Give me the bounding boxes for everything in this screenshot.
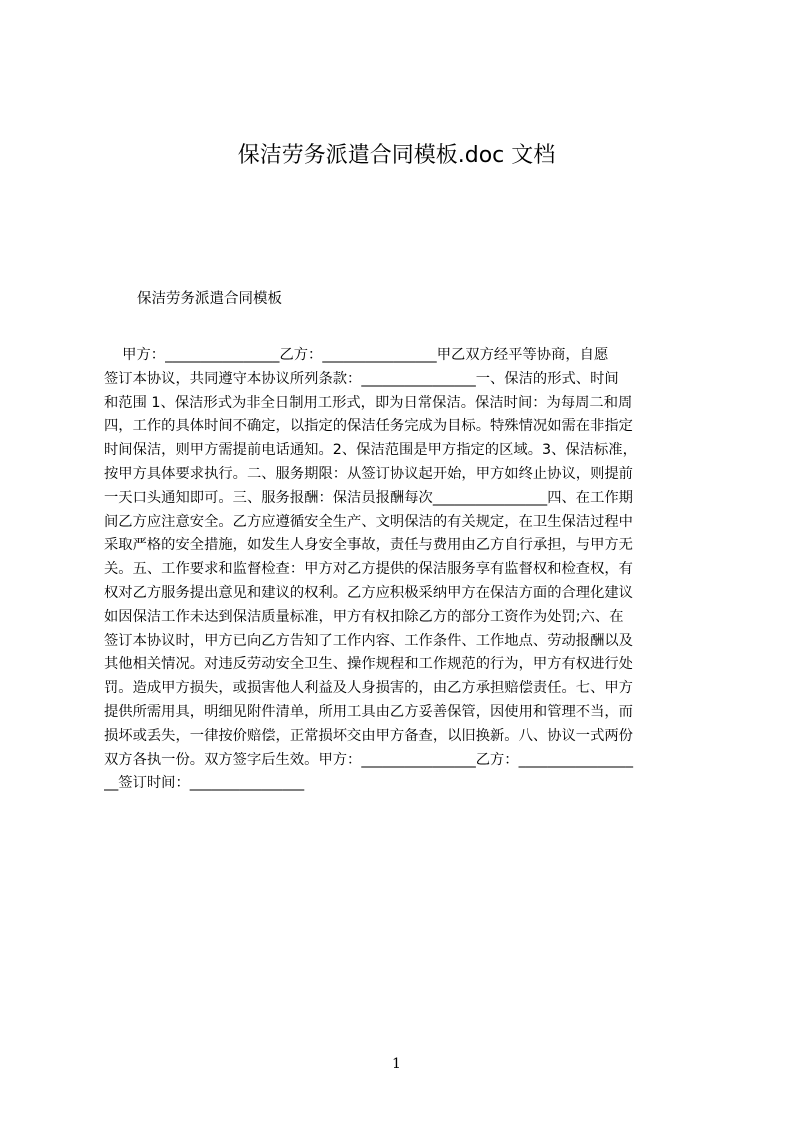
text-line-1: 甲方：________________乙方：________________甲乙双方经平等协商，自愿 xyxy=(104,347,609,363)
document-subtitle: 保洁劳务派遣合同模板 xyxy=(137,291,282,307)
text-line-3: 和范围 1、保洁形式为非全日制用工形式，即为日常保洁。保洁时间：为每周二和周 xyxy=(104,394,633,411)
text-line-15: 罚。造成甲方损失，或损害他人利益及人身损害的，由乙方承担赔偿责任。七、甲方 xyxy=(104,680,633,697)
text-line-19: __签订时间：________________ xyxy=(104,775,305,792)
text-line-11: 权对乙方服务提出意见和建议的权利。乙方应积极采纳甲方在保洁方面的合理化建议 xyxy=(104,584,633,601)
text-line-12: 如因保洁工作未达到保洁质量标准，甲方有权扣除乙方的部分工资作为处罚;六、在 xyxy=(104,608,624,625)
text-line-17: 损坏或丢失，一律按价赔偿，正常损坏交由甲方备查，以旧换新。八、协议一式两份 xyxy=(104,727,633,744)
document-title: 保洁劳务派遣合同模板.doc 文档 xyxy=(237,143,556,168)
page-number: 1 xyxy=(392,1056,401,1072)
text-line-14: 其他相关情况。对违反劳动安全卫生、操作规程和工作规范的行为，甲方有权进行处 xyxy=(104,656,633,673)
text-line-5: 时间保洁，则甲方需提前电话通知。2、保洁范围是甲方指定的区域。3、保洁标准， xyxy=(104,442,637,459)
text-line-7: 一天口头通知即可。三、服务报酬：保洁员报酬每次________________四、在工作期 xyxy=(104,489,633,506)
text-line-4: 四，工作的具体时间不确定，以指定的保洁任务完成为目标。特殊情况如需在非指定 xyxy=(104,418,633,435)
text-line-18: 双方各执一份。双方签字后生效。甲方：________________乙方：________________ xyxy=(104,751,633,768)
text-line-2: 签订本协议，共同遵守本协议所列条款：________________一、保洁的形式、时间 xyxy=(104,370,619,387)
text-line-13: 签订本协议时，甲方已向乙方告知了工作内容、工作条件、工作地点、劳动报酬以及 xyxy=(104,632,633,649)
text-line-10: 关。五、工作要求和监督检查：甲方对乙方提供的保洁服务享有监督权和检查权，有 xyxy=(104,561,633,578)
text-line-9: 采取严格的安全措施，如发生人身安全事故，责任与费用由乙方自行承担，与甲方无 xyxy=(104,537,633,554)
text-line-16: 提供所需用具，明细见附件清单，所用工具由乙方妥善保管，因使用和管理不当，而 xyxy=(104,703,633,720)
body-paragraph xyxy=(104,344,700,796)
text-line-8: 间乙方应注意安全。乙方应遵循安全生产、文明保洁的有关规定，在卫生保洁过程中 xyxy=(104,513,633,530)
text-line-6: 按甲方具体要求执行。二、服务期限：从签订协议起开始，甲方如终止协议，则提前 xyxy=(104,465,633,482)
